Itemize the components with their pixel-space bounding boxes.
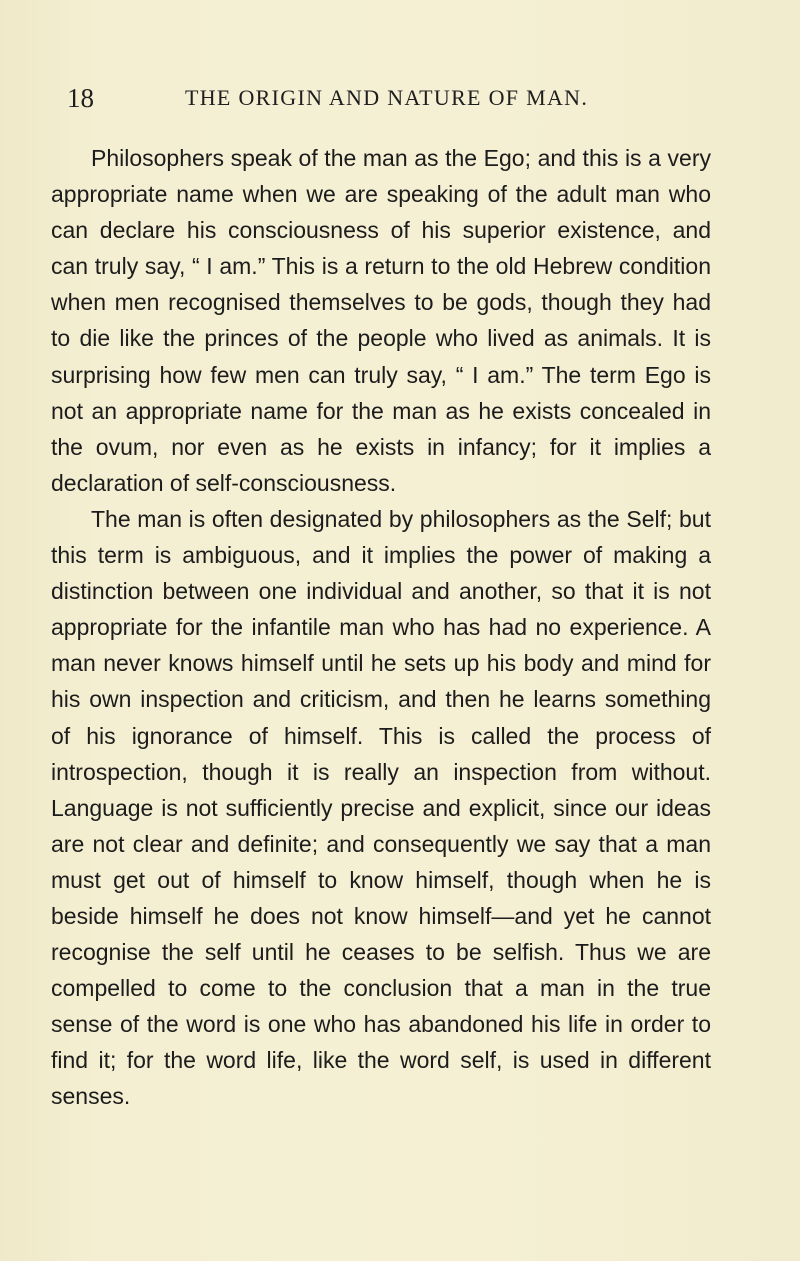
body-text bbox=[51, 140, 711, 1115]
running-title: THE ORIGIN AND NATURE OF MAN. bbox=[185, 85, 589, 110]
running-head bbox=[67, 78, 735, 118]
paragraph-ego: Philosophers speak of the man as the Ego; and this is a very appropriate name when we are speaking of the adult man who can declare his consciousness of his superior existence, and can truly say, “ I am.” This is a return to the old Hebrew condition when men recognised themselves to be gods, though they had to die like the princes of the people who lived as animals. It is surprising how few men can truly say, “ I am.” The term Ego is not an appropriate name for the man as he exists concealed in the ovum, nor even as he exists in infancy; for it implies a declaration of self-consciousness. bbox=[51, 145, 711, 496]
paragraph-self: The man is often designated by philosophers as the Self; but this term is ambiguous, and it implies the power of making a distinction between one individual and another, so that it is not appropriate for the infantile man who has had no experience. A man never knows himself until he sets up his body and mind for his own inspection and criticism, and then he learns something of his ignorance of himself. This is called the process of introspection, though it is really an inspection from without. Language is not sufficiently precise and explicit, since our ideas are not clear and definite; and consequently we say that a man must get out of himself to know himself, though when he is beside himself he does not know himself—and yet he cannot recognise the self until he ceases to be selfish. Thus we are compelled to come to the conclusion that a man in the true sense of the word is one who has abandoned his life in order to find it; for the word life, like the word self, is used in different senses. bbox=[51, 505, 711, 1110]
page-number: 18 bbox=[67, 83, 94, 113]
